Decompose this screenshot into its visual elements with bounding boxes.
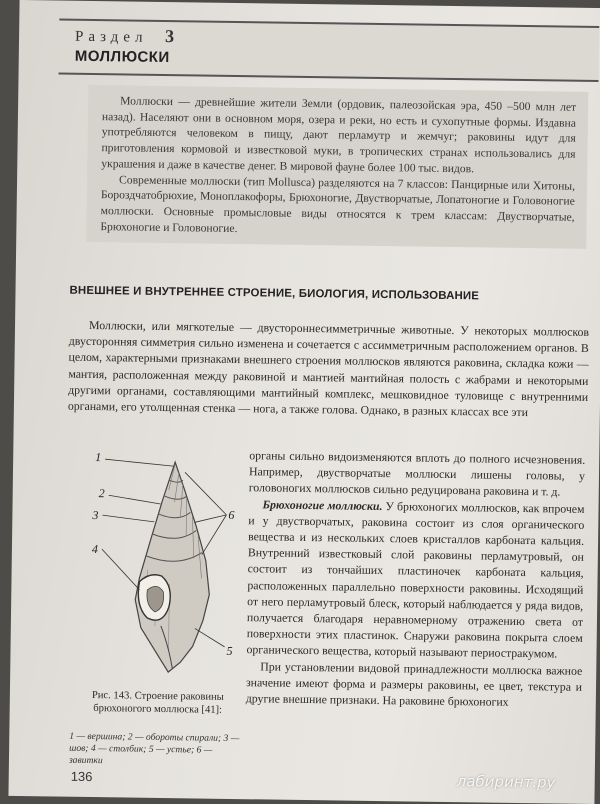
gastropods-lead: Брюхоногие моллюски. (262, 496, 383, 513)
figure-legend: 1 — вершина; 2 — обороты спирали; 3 — шов; 4 — столбик; 5 — устье; 6 — завитки (68, 730, 240, 767)
section-title: МОЛЛЮСКИ (74, 47, 170, 67)
intro-paragraph-1: Моллюски — древнейшие жители Земли (ордовик, палеозойская эра, 450 –500 млн лет назад). Населяют они в основном моря, озера и реки, но есть и сухопутные формы. Издавна употребляются человеком в пищу, дают перламутр и жемчуг; раковины идут для приготовления кормовой и известковой муки, в тропических странах использовались для украшения и даже в качестве денег. В мировой фауне более 100 тыс. видов. (101, 94, 577, 176)
book-page (8, 0, 600, 804)
figure-label-3: 3 (92, 508, 99, 523)
gastropod-shell-illustration (76, 449, 249, 683)
intro-box (86, 85, 588, 249)
section-number: 3 (164, 25, 175, 47)
section-header (59, 19, 600, 83)
body-paragraph-1: Моллюски, или мягкотелые — двустороннесимметричные животные. У некоторых моллюсков двусторонняя симметрия сильно изменена и сочетается с ассимметричным расположением органов. В целом, характерными признаками внешнего строения моллюсков являются раковина, складка кожи — мантия, расположенная между раковиной и мантией мантийная полость с жабрами и некоторыми другими органами, составляющими мантийный комплекс, мешковидное туловище с внутренними органами, его утолщенная стенка — нога, а также голова. Однако, в разных классах все эти (67, 317, 590, 420)
body-paragraph-2 (246, 496, 584, 663)
body-text-right (246, 447, 586, 711)
subsection-heading: ВНЕШНЕЕ И ВНУТРЕННЕЕ СТРОЕНИЕ, БИОЛОГИЯ, ИСПОЛЬЗОВАНИЕ (69, 284, 480, 303)
figure-caption: Рис. 143. Строение раковины брюхоногого моллюска [41]: (91, 690, 224, 716)
section-label: Раздел 3 (74, 25, 175, 47)
figure-label-5: 5 (226, 643, 233, 658)
gastropods-text: У брюхоногих моллюсков, как впрочем и у двустворчатых, раковина состоит из слоя органического вещества и из нескольких слоев кристаллов карбоната кальция. Внутренний известковый слой раковины перламутровый, он состоит из тончайших пластиночек карбоната кальция, расположенных параллельно поверхности раковины. Исходящий от него перламутровый блеск, который наблюдается у ряда видов, получается благодаря неравномерному отражению света от поверхности этих пластинок. Снаружи раковина покрыта слоем органического вещества, который называют периостракумом. (246, 498, 585, 661)
figure-label-2: 2 (98, 486, 105, 501)
figure-label-4: 4 (91, 542, 99, 557)
body-paragraph-1-continued: органы сильно видоизменяются вплоть до полного исчезновения. Например, двустворчатые моллюски лишены головы, у головоногих моллюсков сильно редуцирована раковина и т. д. (248, 448, 586, 499)
intro-paragraph-2: Современные моллюски (тип Mollusca) разделяются на 7 классов: Панцирные или Хитоны, Бороздчатобрюхие, Моноплакофоры, Брюхоногие, Двустворчатые, Лопатоногие и Головоногие моллюски. Основные промысловые виды относятся к трем классам: Двустворчатые, Брюхоногие и Головоногие. (100, 172, 576, 235)
body-paragraph-3: При установлении видовой принадлежности моллюска важное значение имеют форма и размеры раковины, ее цвет, текстура и другие внешние признаки. На раковине брюхоногих (245, 659, 583, 709)
body-text-top (68, 317, 589, 421)
shell-figure (76, 449, 249, 683)
figure-label-1: 1 (95, 450, 102, 465)
figure-label-6: 6 (228, 507, 235, 522)
page-number: 136 (70, 768, 93, 785)
watermark-logo: лабиринт.ру (456, 772, 556, 792)
